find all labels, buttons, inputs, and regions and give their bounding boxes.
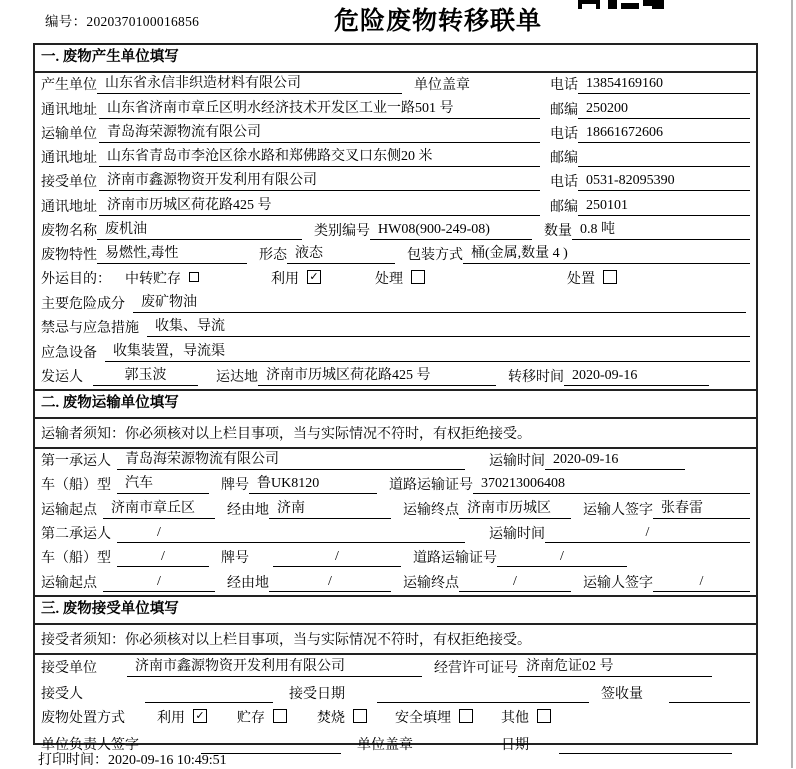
print-time-label: 打印时间： (38, 753, 108, 768)
row-accept-unit (35, 655, 756, 681)
origin-value: 济南市章丘区 (103, 497, 215, 519)
carrier-sign-label: 运输人签字 (583, 502, 653, 518)
waste-name-label: 废物名称 (41, 224, 97, 240)
waste-name-value: 废机油 (97, 218, 302, 240)
first-carrier-value: 青岛海荣源物流有限公司 (117, 448, 465, 470)
section-producer (35, 45, 756, 389)
packing-value: 桶(金属,数量 4 ) (463, 242, 750, 264)
phone-label: 电话 (550, 78, 578, 94)
form-value: 液态 (287, 242, 395, 264)
page-title: 危险废物转移联单 (333, 8, 542, 35)
transporter-label: 运输单位 (41, 126, 97, 142)
vehicle-type-label: 车（船）型 (41, 478, 111, 494)
plate-2-value: / (273, 549, 401, 567)
carrier-sign-value: 张春雷 (653, 497, 750, 519)
origin-2-value: / (103, 574, 215, 592)
row-disposal-method (35, 706, 756, 732)
row-vehicle-1 (35, 473, 756, 497)
transporter-notice: 运输者须知：你必须核对以上栏目事项，当与实际情况不符时，有权拒绝接受。 (35, 419, 756, 449)
transporter-zip-value (578, 152, 750, 167)
producer-zip-value: 250200 (578, 101, 750, 119)
received-qty-label: 签收量 (601, 686, 643, 702)
form-label: 形态 (259, 248, 287, 264)
address-label: 通讯地址 (41, 102, 97, 118)
accept-date-value (377, 688, 589, 703)
row-shipper (35, 365, 756, 389)
accept-unit-label: 接受单位 (41, 661, 97, 677)
address-label: 通讯地址 (41, 151, 97, 167)
row-receiver (35, 170, 756, 194)
address-label: 通讯地址 (41, 199, 97, 215)
endpoint-value: 济南市历城区 (459, 497, 571, 519)
receiver-address-value: 济南市历城区荷花路425 号 (99, 194, 540, 216)
row-emergency-equipment (35, 340, 756, 364)
received-qty-value (669, 688, 750, 703)
disposal-incinerate-label: 焚烧 (317, 711, 345, 727)
carrier-sign-2-value: / (653, 574, 750, 592)
endpoint-label: 运输终点 (403, 502, 459, 518)
disposal-method-label: 废物处置方式 (41, 711, 125, 727)
receiver-value: 济南市鑫源物资开发利用有限公司 (99, 169, 540, 191)
plate-label: 牌号 (221, 551, 249, 567)
second-carrier-label: 第二承运人 (41, 527, 111, 543)
shipper-value: 郭玉波 (93, 364, 198, 386)
endpoint-2-value: / (459, 574, 571, 592)
row-producer (35, 73, 756, 97)
accept-unit-value: 济南市鑫源物资开发利用有限公司 (127, 655, 422, 677)
row-taboo-measures (35, 316, 756, 340)
vehicle-type-label: 车（船）型 (41, 551, 111, 567)
disposal-incinerate-checkbox (353, 709, 367, 723)
disposal-landfill-label: 安全填埋 (395, 711, 451, 727)
taboo-label: 禁忌与应急措施 (41, 321, 139, 337)
zip-label: 邮编 (550, 151, 578, 167)
transport-time-label: 运输时间 (489, 454, 545, 470)
plate-label: 牌号 (221, 478, 249, 494)
producer-address-value: 山东省济南市章丘区明水经济技术开发区工业一路501 号 (99, 97, 540, 119)
transporter-phone-value: 18661672606 (578, 125, 750, 143)
first-carrier-label: 第一承运人 (41, 454, 111, 470)
plate-value: 鲁UK8120 (249, 472, 377, 494)
quantity-value: 0.8 吨 (572, 218, 750, 240)
category-label: 类别编号 (314, 224, 370, 240)
transfer-time-label: 转移时间 (508, 369, 564, 385)
hazard-label: 主要危险成分 (41, 296, 125, 312)
equipment-value: 收集装置，导流渠 (105, 340, 750, 362)
window-right-edge (791, 0, 793, 768)
destination-value: 济南市历城区荷花路425 号 (258, 364, 496, 386)
section-receiver (35, 595, 756, 757)
permit-value: 济南危证02 号 (518, 655, 712, 677)
date-value (559, 739, 732, 754)
row-hazard-component (35, 292, 756, 316)
phone-label: 电话 (550, 126, 578, 142)
transporter-address-value: 山东省青岛市李沧区徐水路和郑佛路交叉口东侧20 米 (99, 145, 540, 167)
zip-label: 邮编 (550, 102, 578, 118)
row-waste-name (35, 219, 756, 243)
section-transporter (35, 389, 756, 595)
receiver-phone-value: 0531-82095390 (578, 173, 750, 191)
purpose-dispose-label: 处置 (567, 272, 595, 288)
responsible-sign-label: 单位负责人签字 (41, 738, 139, 754)
row-first-carrier (35, 449, 756, 473)
row-second-carrier (35, 522, 756, 546)
print-time-value: 2020-09-16 10:49:51 (108, 753, 227, 768)
receiver-notice: 接受者须知：你必须核对以上栏目事项，当与实际情况不符时，有权拒绝接受。 (35, 625, 756, 655)
purpose-transfer-storage-label: 中转贮存 (125, 272, 181, 288)
purpose-utilize-label: 利用 (271, 272, 299, 288)
row-receiver-address (35, 194, 756, 218)
via-label: 经由地 (227, 575, 269, 591)
transfer-time-value: 2020-09-16 (564, 368, 709, 386)
via-value: 济南 (269, 497, 391, 519)
row-transporter-address (35, 146, 756, 170)
producer-label: 产生单位 (41, 78, 97, 94)
origin-label: 运输起点 (41, 575, 97, 591)
category-value: HW08(900-249-08) (370, 222, 532, 240)
section3-header: 三. 废物接受单位填写 (35, 595, 756, 625)
purpose-label: 外运目的： (41, 272, 111, 288)
receiver-zip-value: 250101 (578, 198, 750, 216)
receiver-label: 接受单位 (41, 175, 97, 191)
row-acceptor (35, 680, 756, 706)
disposal-landfill-checkbox (459, 709, 473, 723)
acceptor-label: 接受人 (41, 686, 83, 702)
vehicle-type-value: 汽车 (117, 472, 209, 494)
second-carrier-value: / (117, 525, 465, 543)
road-license-label: 道路运输证号 (389, 478, 473, 494)
doc-number-value: 2020370100016856 (86, 14, 200, 29)
equipment-label: 应急设备 (41, 345, 97, 361)
disposal-utilize-label: 利用 (157, 711, 185, 727)
row-vehicle-2 (35, 546, 756, 570)
via-label: 经由地 (227, 502, 269, 518)
accept-date-label: 接受日期 (289, 686, 345, 702)
print-time (38, 749, 227, 769)
producer-phone-value: 13854169160 (578, 76, 750, 94)
row-route-2 (35, 570, 756, 594)
unit-seal-label: 单位盖章 (357, 738, 413, 754)
row-transfer-purpose (35, 267, 756, 291)
manifest-form (33, 43, 758, 754)
disposal-utilize-checkbox: ✓ (193, 709, 207, 723)
road-license-label: 道路运输证号 (413, 551, 497, 567)
via-2-value: / (269, 574, 391, 592)
purpose-dispose-checkbox (603, 270, 617, 284)
purpose-treat-checkbox (411, 270, 425, 284)
phone-label: 电话 (550, 175, 578, 191)
character-label: 废物特性 (41, 248, 97, 264)
road-license-2-value: / (497, 549, 627, 567)
row-route-1 (35, 497, 756, 521)
row-transporter (35, 122, 756, 146)
carrier-sign-label: 运输人签字 (583, 575, 653, 591)
transporter-value: 青岛海荣源物流有限公司 (99, 121, 540, 143)
acceptor-value (145, 688, 273, 703)
taboo-value: 收集、导流 (147, 315, 750, 337)
section2-header: 二. 废物运输单位填写 (35, 389, 756, 419)
vehicle-type-2-value: / (117, 549, 209, 567)
row-producer-address (35, 97, 756, 121)
hazard-value: 废矿物油 (133, 291, 746, 313)
quantity-label: 数量 (544, 224, 572, 240)
row-waste-character (35, 243, 756, 267)
producer-value: 山东省永信非织造材料有限公司 (97, 72, 402, 94)
transport-time-label: 运输时间 (489, 527, 545, 543)
purpose-utilize-checkbox: ✓ (307, 270, 321, 284)
destination-label: 运达地 (216, 369, 258, 385)
purpose-treat-label: 处理 (375, 272, 403, 288)
disposal-other-checkbox (537, 709, 551, 723)
permit-label: 经营许可证号 (434, 661, 518, 677)
endpoint-label: 运输终点 (403, 575, 459, 591)
packing-label: 包装方式 (407, 248, 463, 264)
transport-time-value: 2020-09-16 (545, 452, 685, 470)
transport-time-2-value: / (545, 525, 750, 543)
section1-header: 一. 废物产生单位填写 (35, 45, 756, 73)
purpose-transfer-storage-checkbox (189, 272, 199, 282)
unit-seal-label: 单位盖章 (414, 78, 470, 94)
shipper-label: 发运人 (41, 369, 83, 385)
doc-number-label: 编号： (45, 14, 87, 29)
disposal-other-label: 其他 (501, 711, 529, 727)
origin-label: 运输起点 (41, 502, 97, 518)
character-value: 易燃性,毒性 (97, 242, 247, 264)
disposal-store-label: 贮存 (237, 711, 265, 727)
disposal-store-checkbox (273, 709, 287, 723)
road-license-value: 370213006408 (473, 476, 750, 494)
zip-label: 邮编 (550, 199, 578, 215)
date-label: 日期 (501, 738, 529, 754)
